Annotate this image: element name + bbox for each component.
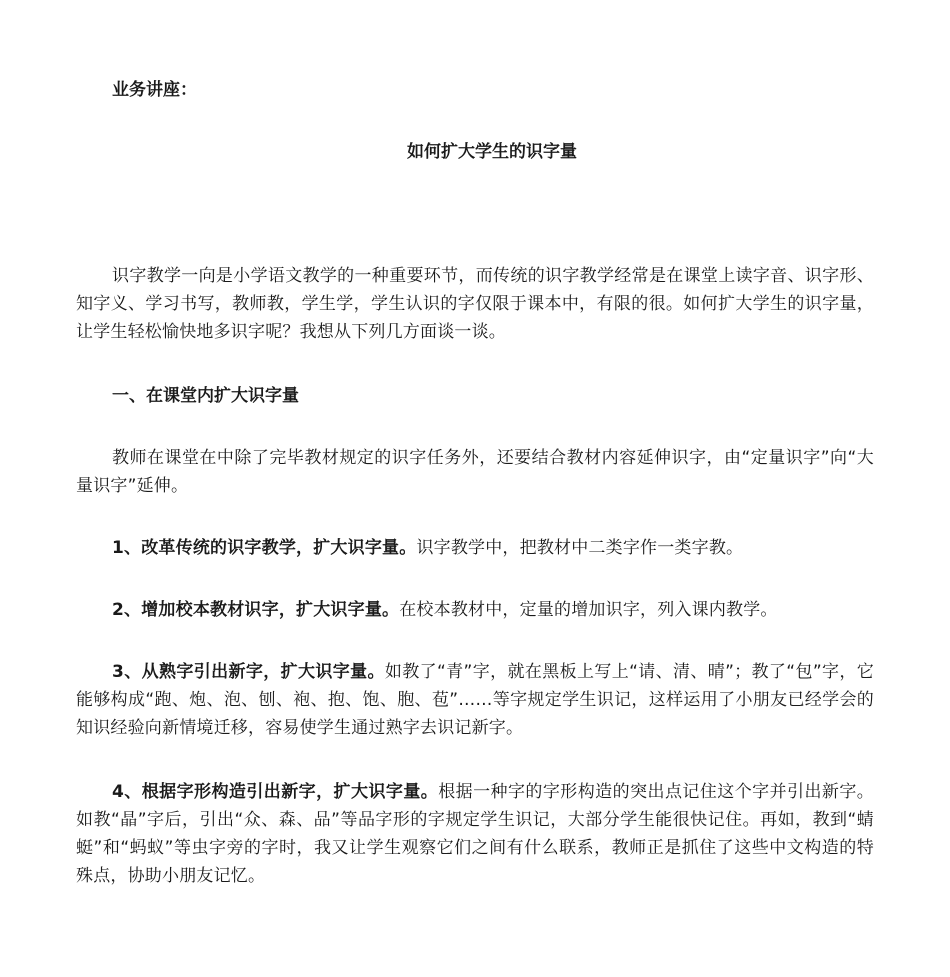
header-label: 业务讲座： xyxy=(112,80,197,100)
item-3-heading: 3、从熟字引出新字，扩大识字量。 xyxy=(112,662,385,682)
document-title: 如何扩大学生的识字量 xyxy=(407,142,577,162)
item-2-text: 在校本教材中，定量的增加识字，列入课内教学。 xyxy=(399,600,778,620)
item-4-text: 根据一种字的字形构造的突出点记住这个字并引出新字。如教“晶”字后，引出“众、森、品”等品字形的字规定学生识记，大部分学生能很快记住。再如，教到“蜻蜓”和“蚂蚁”等虫字旁的字时，我又让学生观察它们之间有什么联系，教师正是抓住了这些中文构造的特殊点，协助小朋友记忆。 xyxy=(76,782,874,886)
item-3-text: 如教了“青”字，就在黑板上写上“请、清、晴”；教了“包”字，它能够构成“跑、炮、泡、刨、袍、抱、饱、胞、苞”……等字规定学生识记，这样运用了小朋友已经学会的知识经验向新情境迁移，容易使学生通过熟字去识记新字。 xyxy=(76,662,875,738)
intro-paragraph: 识字教学一向是小学语文教学的一种重要环节，而传统的识字教学经常是在课堂上读字音、识字形、知字义、学习书写，教师教，学生学，学生认识的字仅限于课本中，有限的很。如何扩大学生的识字量，让学生轻松愉快地多识字呢？我想从下列几方面谈一谈。 xyxy=(76,266,874,342)
item-1-heading: 1、改革传统的识字教学，扩大识字量。 xyxy=(112,538,417,558)
item-3-paragraph xyxy=(76,658,874,742)
item-2-heading: 2、增加校本教材识字，扩大识字量。 xyxy=(112,600,400,620)
item-1-paragraph xyxy=(76,534,874,562)
section1-intro-paragraph: 教师在课堂在中除了完毕教材规定的识字任务外，还要结合教材内容延伸识字，由“定量识字”向“大量识字”延伸。 xyxy=(76,448,874,496)
item-2-paragraph xyxy=(76,596,874,624)
section1-heading: 一、在课堂内扩大识字量 xyxy=(112,386,299,406)
item-4-paragraph xyxy=(76,778,874,890)
item-1-text: 识字教学中，把教材中二类字作一类字教。 xyxy=(416,538,744,558)
item-4-heading: 4、根据字形构造引出新字，扩大识字量。 xyxy=(112,782,439,802)
